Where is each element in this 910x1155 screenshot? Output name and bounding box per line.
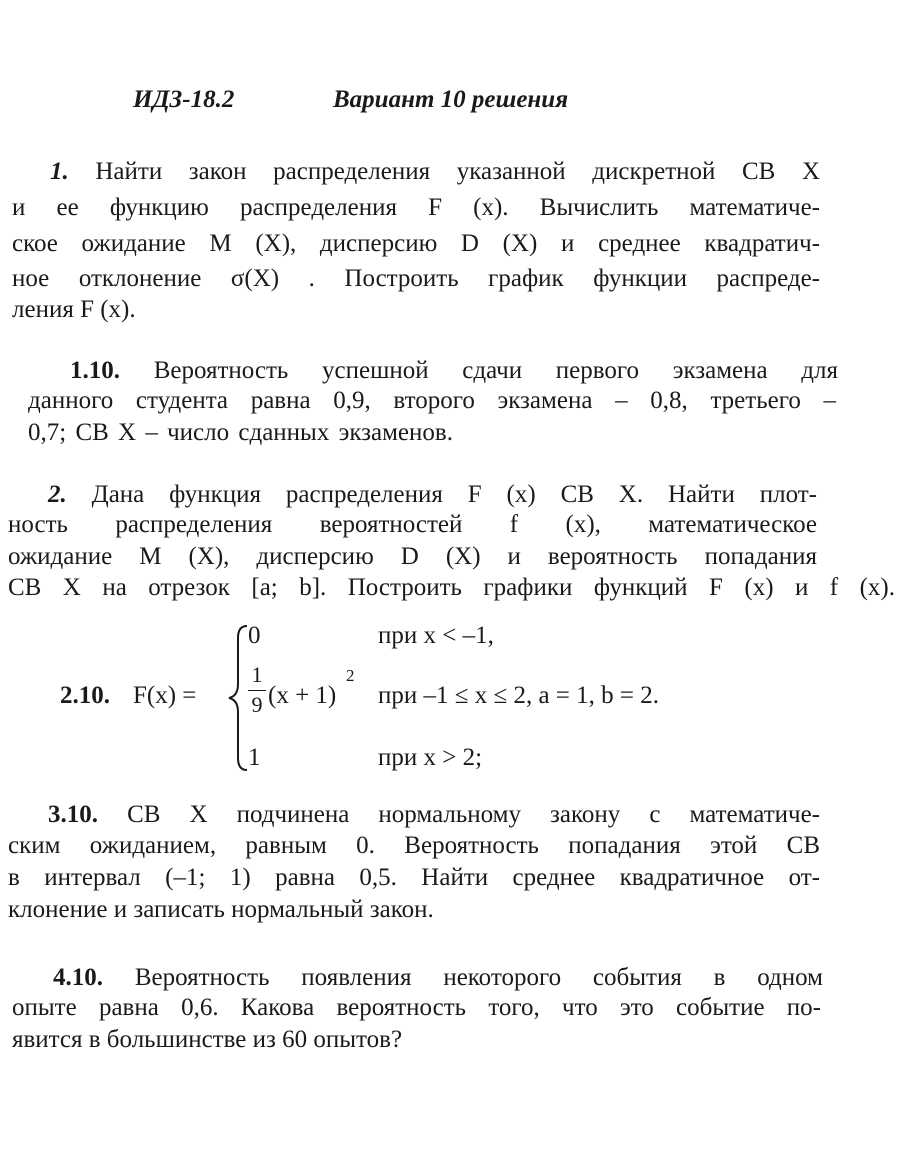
- task-1-line-3: ское ожидание M (X), дисперсию D (X) и среднее квадратич-: [12, 230, 820, 257]
- problem-4-10-line-1: [0, 963, 910, 993]
- case-1-value: 0: [248, 622, 261, 649]
- task-1-line-1: [0, 157, 910, 187]
- task-1-line-4: ное отклонение σ(X) . Построить график функции распреде-: [12, 265, 820, 292]
- problem-3-10-line-3: в интервал (–1; 1) равна 0,5. Найти среднее квадратичное от-: [8, 864, 820, 891]
- problem-1-10-line-2: данного студента равна 0,9, второго экзамена – 0,8, третьего –: [28, 387, 836, 414]
- case-3-condition: при x > 2;: [378, 744, 483, 771]
- case-2-expression: (x + 1): [268, 682, 337, 709]
- problem-3-10-number: 3.10.: [48, 801, 98, 828]
- problem-2-10-lhs: F(x) =: [133, 682, 197, 709]
- problem-1-10-text: Вероятность успешной сдачи первого экзамена для: [153, 357, 839, 384]
- problem-4-10-line-2: опыте равна 0,6. Какова вероятность того, что это событие по-: [12, 994, 821, 1021]
- task-2-text: Дана функция распределения F (x) СВ X. Найти плот-: [91, 481, 817, 508]
- problem-3-10-text: СВ X подчинена нормальному закону с математиче-: [127, 801, 821, 828]
- task-1-text: Найти закон распределения указанной дискретной СВ X: [95, 158, 821, 185]
- problem-3-10-line-4: клонение и записать нормальный закон.: [8, 896, 434, 923]
- document-code: ИДЗ-18.2: [133, 86, 235, 113]
- task-2-number: 2.: [48, 481, 67, 508]
- case-2-exponent: 2: [346, 666, 355, 685]
- problem-4-10-number: 4.10.: [53, 964, 103, 991]
- problem-2-10-number: 2.10.: [60, 682, 110, 709]
- task-1-line-5: ления F (x).: [12, 296, 136, 323]
- problem-4-10-text: Вероятность появления некоторого события в одном: [134, 964, 823, 991]
- case-2-fraction-bar: [248, 690, 266, 691]
- task-2-line-4: СВ X на отрезок [a; b]. Построить графики функций F (x) и f (x).: [8, 574, 895, 601]
- task-1-number: 1.: [50, 158, 69, 185]
- task-2-line-3: ожидание M (X), дисперсию D (X) и вероятность попадания: [8, 543, 817, 570]
- problem-3-10-line-2: ским ожиданием, равным 0. Вероятность попадания этой СВ: [8, 832, 820, 859]
- case-2-condition: при –1 ≤ x ≤ 2, a = 1, b = 2.: [378, 682, 659, 709]
- problem-1-10-line-3: 0,7; СВ X – число сданных экзаменов.: [28, 419, 453, 446]
- task-2-line-1: [0, 480, 910, 510]
- case-2-fraction-numerator: 1: [251, 662, 263, 687]
- problem-4-10-line-3: явится в большинстве из 60 опытов?: [12, 1026, 403, 1053]
- case-2-fraction-denominator: 9: [251, 692, 263, 717]
- case-3-value: 1: [248, 744, 261, 771]
- task-1-line-2: и ее функцию распределения F (x). Вычислить математиче-: [12, 194, 820, 221]
- problem-3-10-line-1: [0, 800, 910, 830]
- task-2-line-2: ность распределения вероятностей f (x), математическое: [8, 511, 817, 538]
- problem-1-10-line-1: [0, 356, 910, 386]
- case-1-condition: при x < –1,: [378, 622, 494, 649]
- document-title: Вариант 10 решения: [333, 86, 569, 113]
- problem-1-10-number: 1.10.: [70, 357, 120, 384]
